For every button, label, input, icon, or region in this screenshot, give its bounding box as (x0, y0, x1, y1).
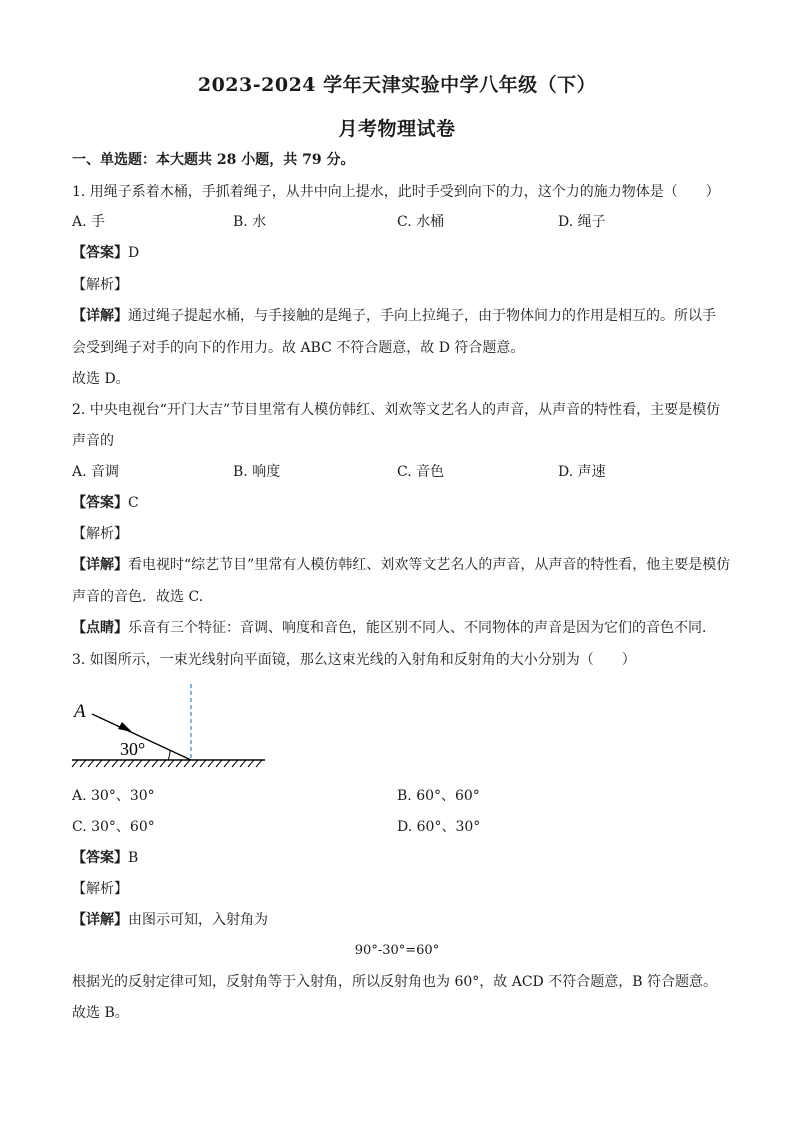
q1-stem: 1. 用绳子系着木桶，手抓着绳子，从井中向上提水，此时手受到向下的力，这个力的施力物体是（ ） (72, 184, 720, 200)
angle-label: 30° (120, 739, 146, 759)
section-heading: 一、单选题：本大题共 28 小题，共 79 分。 (72, 152, 355, 168)
q3-stem: 3. 如图所示，一束光线射向平面镜，那么这束光线的入射角和反射角的大小分别为（ ） (72, 652, 636, 668)
q3-analysis: 【解析】 (72, 881, 128, 897)
q1-option-d: D. 绳子 (558, 214, 606, 230)
q2-detail-2: 声音的音色．故选 C. (72, 589, 204, 605)
exam-subtitle: 月考物理试卷 (338, 118, 456, 140)
q3-option-d: D. 60°、30° (397, 819, 481, 835)
q3-detail-1 (72, 910, 722, 930)
q1-option-b: B. 水 (233, 214, 267, 230)
exam-title: 2023-2024 学年天津实验中学八年级（下） (197, 74, 597, 96)
q1-option-c: C. 水桶 (397, 214, 445, 230)
detail-text: 看电视时“综艺节目”里常有人模仿韩红、刘欢等文艺名人的声音，从声音的特性看，他主要是模仿 (128, 557, 731, 573)
q3-answer (72, 848, 722, 868)
q2-detail-1 (72, 555, 731, 575)
q2-analysis: 【解析】 (72, 526, 128, 542)
answer-tag: 【答案】 (72, 850, 128, 866)
detail-tag: 【详解】 (72, 912, 128, 928)
q3-detail-2: 根据光的反射定律可知，反射角等于入射角，所以反射角也为 60°，故 ACD 不符合题意，B 符合题意。 (72, 974, 717, 990)
detail-tag: 【详解】 (72, 308, 128, 324)
q2-option-d: D. 声速 (558, 464, 606, 480)
answer-value: C (128, 495, 139, 511)
mirror-hatching (72, 760, 262, 767)
answer-tag: 【答案】 (72, 245, 128, 261)
answer-tag: 【答案】 (72, 495, 128, 511)
ray-arrowhead-icon (118, 722, 132, 732)
detail-text: 通过绳子提起水桶，与手接触的是绳子，手向上拉绳子，由于物体间力的作用是相互的。所以手 (128, 308, 716, 324)
q3-formula: 90°-30°=60° (354, 943, 440, 958)
q1-detail-1 (72, 306, 722, 326)
q1-analysis: 【解析】 (72, 277, 128, 293)
mirror-reflection-diagram (70, 680, 270, 775)
q2-option-c: C. 音色 (397, 464, 445, 480)
q2-comment (72, 618, 722, 638)
q3-option-a: A. 30°、30° (72, 788, 155, 804)
answer-value: D (128, 245, 140, 261)
q3-option-c: C. 30°、60° (72, 819, 155, 835)
q1-answer (72, 243, 722, 263)
q2-answer (72, 493, 722, 513)
comment-tag: 【点睛】 (72, 620, 128, 636)
comment-text: 乐音有三个特征：音调、响度和音色，能区别不同人、不同物体的声音是因为它们的音色不同． (128, 620, 716, 636)
detail-text: 由图示可知，入射角为 (128, 912, 268, 928)
angle-arc (168, 750, 170, 760)
detail-tag: 【详解】 (72, 557, 128, 573)
q2-stem-2: 声音的 (72, 433, 114, 449)
point-a-label: A (74, 701, 86, 722)
q2-stem-1: 2. 中央电视台“开门大吉”节目里常有人模仿韩红、刘欢等文艺名人的声音，从声音的特性看，主要是模仿 (72, 402, 721, 418)
q3-option-b: B. 60°、60° (397, 788, 480, 804)
q1-option-a: A. 手 (72, 214, 106, 230)
q2-option-a: A. 音调 (72, 464, 120, 480)
q3-conclusion: 故选 B。 (72, 1005, 129, 1021)
q2-option-b: B. 响度 (233, 464, 281, 480)
q1-conclusion: 故选 D。 (72, 371, 130, 387)
answer-value: B (128, 850, 139, 866)
q1-detail-2: 会受到绳子对手的向下的作用力。故 ABC 不符合题意，故 D 符合题意。 (72, 340, 525, 356)
